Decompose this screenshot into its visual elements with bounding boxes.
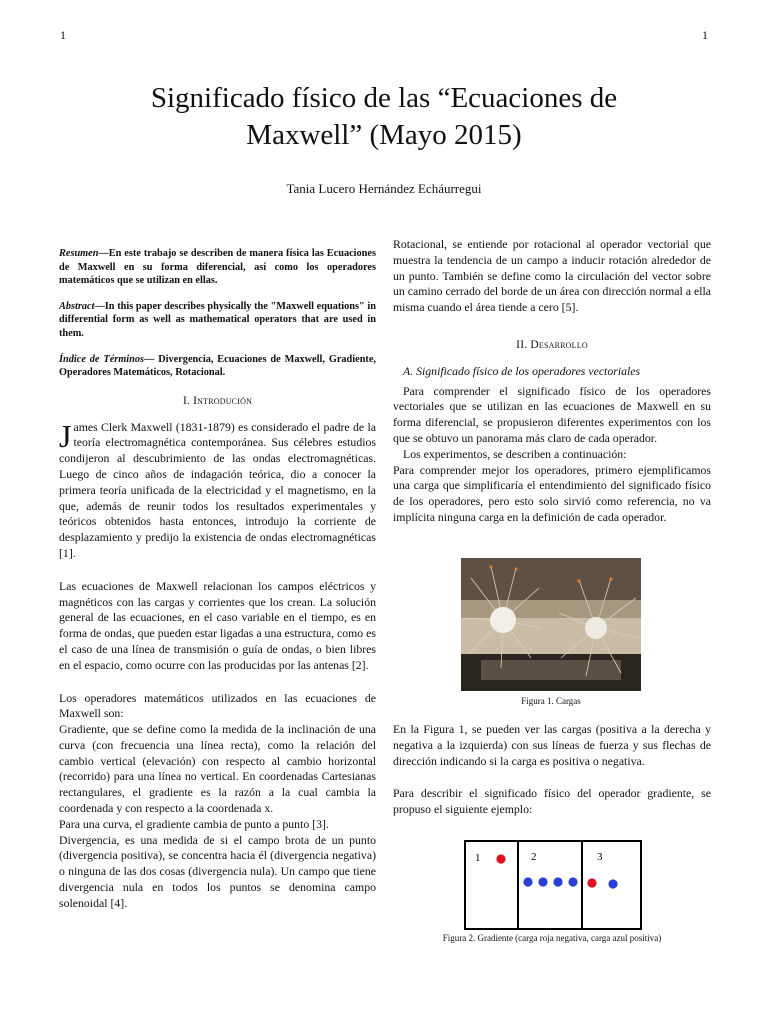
paper-title: Significado físico de las “Ecuaciones de Maxwell” (Mayo 2015): [150, 82, 618, 151]
charges-photo-illustration: [461, 558, 641, 691]
abstract-block: [59, 300, 376, 341]
page-number-left: 1: [60, 28, 66, 42]
left-column: [59, 247, 376, 912]
cell-label-3: 3: [597, 851, 603, 863]
author-name: Tania Lucero Hernández Echáurregui: [286, 181, 482, 196]
right-column: [393, 237, 711, 526]
resumen-text: —En este trabajo se describen de manera física las Ecuaciones de Maxwell en su forma diferencial, así como los operadores matemáticos que se utilizan en ellas.: [59, 248, 376, 287]
abstract-text: —In this paper describes physically the "Maxwell equations" in differential form as well as mathematical operators that are used in them.: [59, 300, 376, 339]
section-1-heading: [59, 394, 376, 410]
negative-charge-1: [496, 854, 505, 863]
section-2-title: Desarrollo: [530, 338, 588, 351]
positive-charge-1: [523, 877, 532, 886]
subsection-a-heading: [403, 364, 711, 380]
gradient-definition: Gradiente, que se define como la medida de la inclinación de una curva (con frecuencia una línea recta), como la relación del cambio vertical (elevación) con respecto al cambio horizontal (recorrido) para una línea no vertical. En coordenadas Cartesianas rectangulares, el gradiente es la razón a la cual cambia la coordenada y con respecto a la coordenada x.: [59, 722, 376, 816]
gradient-example-intro: Para describir el significado físico del operador gradiente, se propuso el siguiente ejemplo:: [393, 786, 711, 817]
divergence-definition: Divergencia, es una medida de si el campo brota de un punto (divergencia positiva), se concentra hacia él (divergencia negativa) o ninguna de las dos cosas (divergencia nula). Un campo que tiene divergencia nula en todos los puntos se denomina campo solenoidal [4].: [59, 832, 376, 910]
resumen-label: Resumen: [59, 248, 99, 259]
intro-paragraph-2: Las ecuaciones de Maxwell relacionan los campos eléctricos y magnéticos con las cargas y corrientes que los crean. La solución general de las ecuaciones, en el caso variable en el tiempo, es en forma de ondas, que pueden estar ligadas a una estructura, como es el caso de una línea de transmisión o guía de ondas, o bien libres en el espacio, como ocurre con las producidas por las antenas [2].: [59, 578, 376, 672]
figure-1-description: En la Figura 1, se pueden ver las cargas (positiva a la derecha y negativa a la izquierda) con sus líneas de fuerza y sus flechas de dirección indicando si la carga es positiva o negativa.: [393, 722, 711, 768]
abstract-label: Abstract: [59, 300, 95, 312]
intro-paragraph-1: [59, 417, 376, 562]
positive-charge-4: [568, 877, 577, 886]
development-paragraph-3: Para comprender mejor los operadores, primero ejemplificamos una carga que simplificaría el entendimiento del significado físico de los operadores, pero esto solo sirvió como referencia, no va implícita ninguna carga en la definición de cada operador.: [393, 462, 711, 524]
index-terms-text: — Divergencia, Ecuaciones de Maxwell, Gradiente, Operadores Matemáticos, Rotacional.: [59, 353, 376, 379]
gradient-diagram-svg: [464, 840, 642, 930]
figure-2-caption: Figura 2. Gradiente (carga roja negativa, carga azul positiva): [442, 933, 662, 943]
index-terms-block: [59, 353, 376, 380]
page-number-right: 1: [702, 28, 708, 42]
figure-1-photo: [461, 558, 641, 691]
intro-paragraph-1-text: ames Clerk Maxwell (1831-1879) es considerado el padre de la teoría electromagnética contemporánea. Sus célebres estudios condijeron al descubrimiento de las ondas electromagnéticas. Luego de cinco años de indagación teórica, dio a conocer la primera teoría unificada de la electricidad y el magnetismo, en la que, además de reunir todos los resultados experimentales y teóricos obtenidos hasta entonces, introdujo la corriente de desplazamiento y predijo la existencia de ondas electromagnéticas [1].: [59, 419, 376, 560]
figure-1-caption: Figura 1. Cargas: [521, 696, 581, 706]
positive-charge-3: [553, 877, 562, 886]
drop-cap: J: [59, 417, 72, 454]
section-2-number: II.: [516, 338, 528, 351]
subsection-title: Significado físico de los operadores vectoriales: [416, 363, 641, 378]
section-1-title: Introdución: [193, 394, 253, 407]
development-paragraph-1: Para comprender el significado físico de los operadores vectoriales que se utilizan en las ecuaciones de Maxwell en su forma diferencial, se propusieron diferentes experimentos con los que se obtuvo un panorama más claro de cada operador.: [393, 383, 711, 445]
right-column-lower: [393, 722, 711, 818]
positive-charge-2: [538, 877, 547, 886]
positive-charge-5: [608, 879, 617, 888]
gradient-curve-note: Para una curva, el gradiente cambia de punto a punto [3].: [59, 816, 329, 831]
cell-label-2: 2: [531, 851, 537, 863]
index-terms-label: Índice de Términos: [59, 353, 145, 365]
subsection-letter: A.: [403, 363, 414, 378]
development-paragraph-2: Los experimentos, se describen a continuación:: [403, 446, 627, 461]
section-2-heading: [393, 338, 711, 354]
operators-intro: Los operadores matemáticos utilizados en las ecuaciones de Maxwell son:: [59, 690, 376, 721]
rotational-definition: Rotacional, se entiende por rotacional al operador vectorial que muestra la tendencia de un campo a inducir rotación alrededor de un punto. También se define como la circulación del vector sobre un camino cerrado del borde de un área con dirección normal a ella misma cuando el área tiende a cero [5].: [393, 237, 711, 315]
cell-label-1: 1: [475, 852, 481, 864]
figure-2-diagram: [464, 840, 642, 930]
section-1-number: I.: [182, 394, 191, 407]
resumen-block: [59, 247, 376, 288]
negative-charge-2: [587, 878, 596, 887]
